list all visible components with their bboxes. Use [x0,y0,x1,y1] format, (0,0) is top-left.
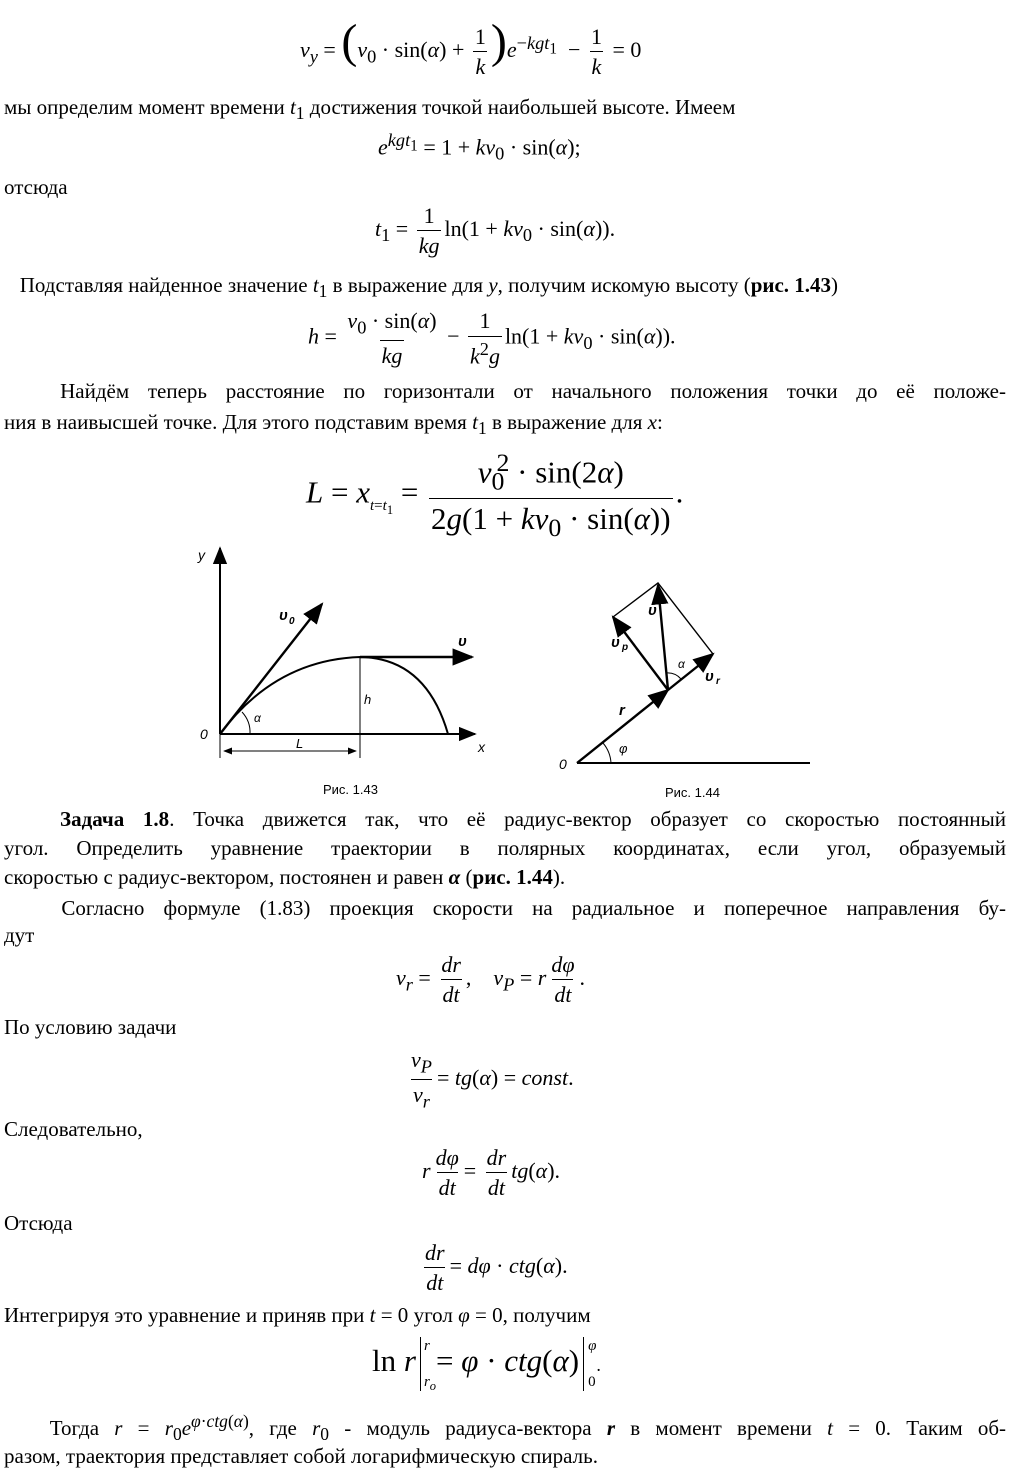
text-line: Отсюда [4,1211,73,1235]
paragraph: скоростью с радиус-вектором, постоянен и равен α (рис. 1.44). [4,865,566,889]
paragraph: Задача 1.8. Точка движется так, что её радиус-вектор образует со скоростью постоянный [60,807,1007,831]
text-line: отсюда [4,175,68,199]
paragraph: Тогда $r = r_0e^{\varphi\cdot ctg(\alpha)}$, где $r_0$ - модуль радиуса-вектора r в момент времени t = 0. Таким об- [49,1411,1007,1445]
paragraph: дут [4,923,35,947]
vp-vector [613,617,668,690]
svg-text:υ: υ [458,633,467,650]
svg-text:υ: υ [705,668,714,685]
figure-1-43 [190,540,500,780]
paragraph: ния в наивысшей точке. Для этого подставим время $t_1$ в выражение для x: [4,410,663,439]
equation-exp: $e^{kgt_1} = 1 + kv_0 \cdot \sin(\alpha)$; [378,130,581,164]
equation-L: $L = x_{t=t_1}$ = $\frac{v_0^2 \cdot \sin(2\alpha)}{2g(1 + kv_0 \cdot \sin(\alpha))}$ . [306,448,684,543]
svg-text:0: 0 [289,616,295,627]
equation-dr-dt: $\frac{dr}{dt}$ = dφ · ctg(α). [425,1240,568,1296]
svg-text:y: y [198,547,205,563]
svg-text:υ: υ [611,634,620,651]
paragraph: Найдём теперь расстояние по горизонтали от начального положения точки до её положе- [60,379,1006,403]
paragraph: Согласно формуле (1.83) проекция скорости на радиальное и поперечное направления бу- [61,896,1006,920]
figure-1-43-caption: Рис. 1.43 [323,782,378,797]
svg-text:α: α [678,657,685,671]
equation-ln-r: ln r r $r_o= \varphi \cdot ctg(\alpha)$ φ 0. [372,1338,601,1393]
equation-h: h = $\frac{v_0 \cdot \sin(\alpha)}{kg}$ − $\frac{1}{k^2g}$ $\ln(1 + kv_0 \cdot \sin(\alpha))$. [308,308,676,369]
svg-text:α: α [254,711,261,725]
svg-text:0: 0 [200,726,208,742]
paragraph: Подставляя найденное значение $t_1$ в выражение для y, получим искомую высоту (рис. 1.43) [19,273,839,302]
svg-text:υ: υ [279,607,288,624]
figure-1-44 [555,575,825,780]
equation-r-dphi: r $\frac{d\varphi}{dt}$ = $\frac{dr}{dt}$ tg(α). [422,1145,561,1201]
v-vector [658,585,668,690]
svg-text:φ: φ [619,741,628,756]
svg-text:L: L [296,736,304,751]
text-line: Интегрируя это уравнение и приняв при t = 0 угол φ = 0, получим [4,1303,591,1327]
svg-text:x: x [478,739,485,755]
svg-text:h: h [364,692,372,707]
equation-tg: $\frac{v_P}{v_r}$ = tg(α) = const. [411,1047,574,1112]
equation-vy: $v_y = (v_0 \cdot \sin(\alpha)$ + $\frac{1}{k}$ )$e^{-kgt_1}$ − $\frac{1}{k}$ = 0 [300,15,642,80]
svg-text:r: r [619,702,625,719]
paragraph: разом, траектория представляет собой логарифмическую спираль. [4,1444,598,1468]
text-line: мы определим момент времени $t_1$ достижения точкой наибольшей высоте. Имеем [4,95,736,124]
text-line: По условию задачи [4,1015,177,1039]
svg-text:0: 0 [559,756,567,772]
alpha-arc [242,712,250,734]
paragraph: угол. Определить уравнение траектории в полярных координатах, если угол, образуемый [4,836,1006,860]
equation-vr-vp: $v_r$ = $\frac{dr}{dt}$ , $v_P = r$ $\frac{d\varphi}{dt}$ . [396,952,586,1008]
figure-1-44-caption: Рис. 1.44 [665,785,720,800]
svg-text:r: r [716,676,720,687]
text-line: Следовательно, [4,1117,143,1141]
phi-arc [603,743,611,763]
svg-text:p: p [622,642,629,653]
equation-t1: $t_1$ = $\frac{1}{kg}$ $\ln(1 + kv_0 \cdot \sin(\alpha))$. [375,203,616,259]
svg-text:υ: υ [648,602,657,619]
alpha-arc [666,673,681,679]
